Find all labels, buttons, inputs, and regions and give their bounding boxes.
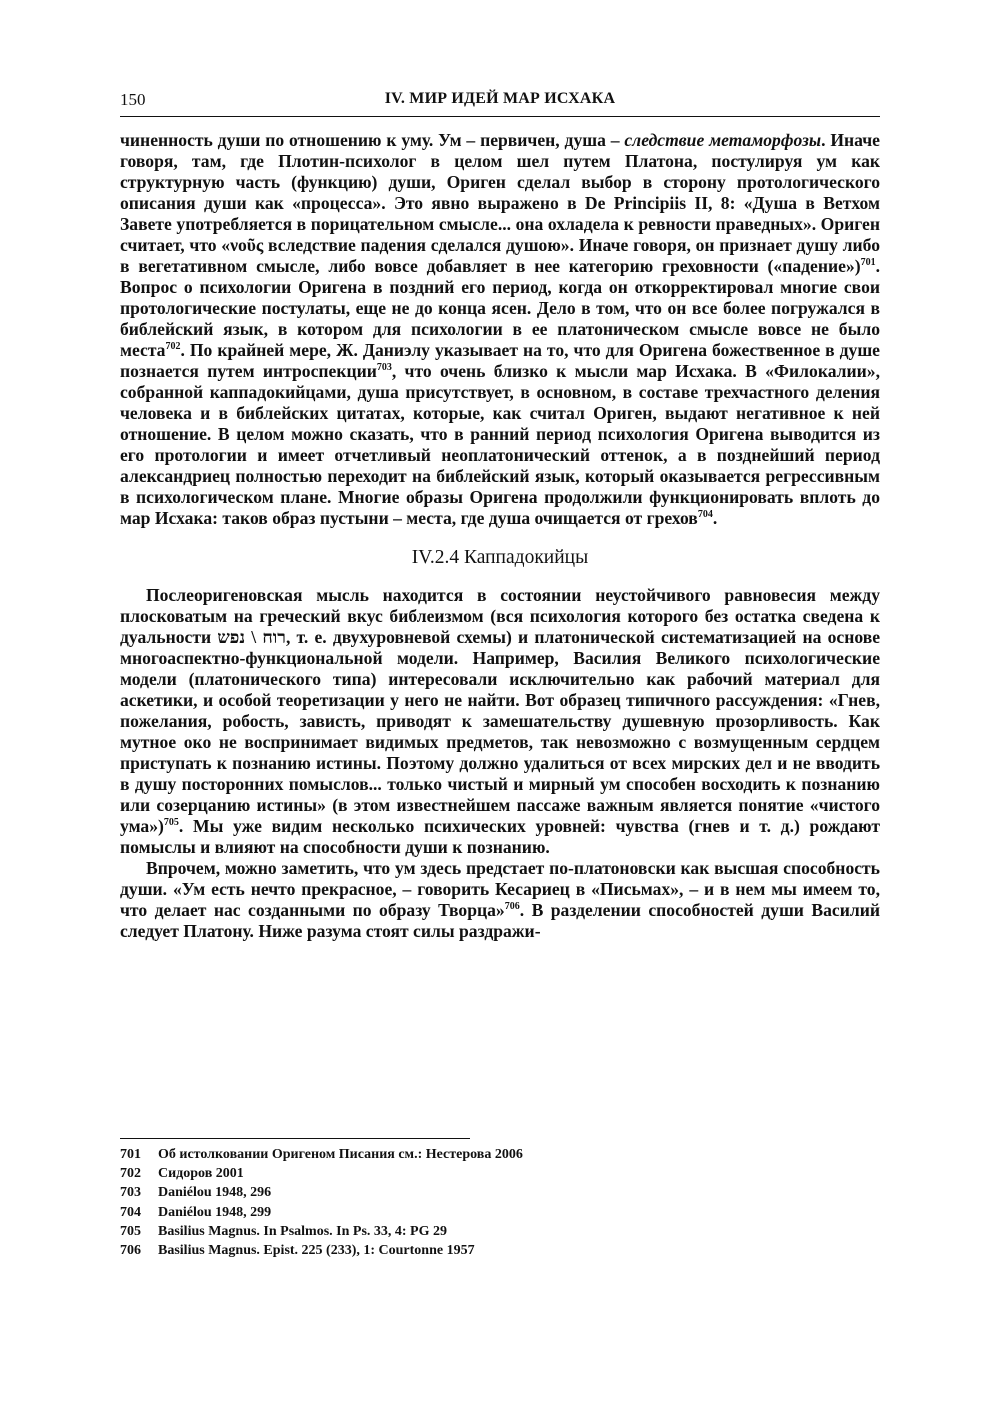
footnote-number: 703: [120, 1185, 141, 1201]
footnote-ref[interactable]: 706: [504, 901, 520, 913]
italic-phrase: следствие метаморфозы: [624, 130, 822, 150]
footnote-ref[interactable]: 705: [163, 817, 179, 829]
main-text: [120, 130, 880, 942]
footnote-ref[interactable]: 704: [697, 509, 713, 521]
footnotes: [120, 1145, 880, 1260]
footnote-item: [120, 1203, 880, 1222]
footnote-item: [120, 1241, 880, 1260]
footnote-item: [120, 1164, 880, 1183]
footnote-text: Basilius Magnus. In Psalmos. In Ps. 33, 4: PG 29: [158, 1223, 447, 1239]
page-number: 150: [120, 90, 146, 109]
footnote-number: 705: [120, 1223, 141, 1239]
footnote-number: 706: [120, 1243, 141, 1259]
paragraph-mind: Впрочем, можно заметить, что ум здесь предстает по-платоновски как высшая способность души. «Ум есть нечто прекрасное, – говорить Кесариец в «Письмах», – и в нем мы имеем то, что делает нас созданными по образу Творца»$^{706}$. В разделении способностей души Василий следует Платону. Ниже разума стоят силы раздражи-: [120, 858, 880, 941]
footnote-text: Basilius Magnus. Epist. 225 (233), 1: Courtonne 1957: [158, 1243, 475, 1259]
footnote-ref[interactable]: 702: [165, 341, 181, 353]
page-header: [120, 88, 880, 117]
footnote-text: Сидоров 2001: [158, 1166, 244, 1182]
paragraph-origen: чиненность души по отношению к уму. Ум – первичен, душа – следствие метаморфозы. Иначе говоря, там, где Плотин-психолог в целом шел путем Платона, постулируя ум как структурную часть (функцию) души, Ориген сделал выбор в сторону протологического описания души как «процесса». Это явно выражено в De Principiis II, 8: «Душа в Ветхом Завете употребляется в порицательном смысле... она охладела к ревности праведных». Ориген считает, что «νοῦς вследствие падения сделался душою». Иначе говоря, он признает душу либо в вегетативном смысле, либо вовсе добавляет в нее категорию греховности («падение»)$^{701}$. Вопрос о психологии Оригена в поздний его период, когда он откорректировал многие свои протологические постулаты, еще не до конца ясен. Дело в том, что он все более погружался в библейский язык, в котором для психологии в ее платоническом смысле вовсе не было места$^{702}$. По крайней мере, Ж. Даниэлу указывает на то, что для Оригена божественное в душе познается путем интроспекции$^{703}$, что очень близко к мысли мар Исхака. В «Филокалии», собранной каппадокийцами, душа присутствует, в основном, в составе трехчастного деления человека и в библейских цитатах, которые, как считал Ориген, выдают негативное к ней отношение. В целом можно сказать, что в ранний период психология Оригена выводится из его протологии и имеет отчетливый неоплатонический оттенок, а в позднейший период александриец полностью переходит на библейский язык, который оказывается регрессивным в психологическом плане. Многие образы Оригена продолжили функционировать вплоть до мар Исхака: таков образ пустыни – места, где душа очищается от грехов$^{704}$.: [120, 130, 880, 528]
footnote-text: Об истолковании Оригеном Писания см.: Нестерова 2006: [158, 1147, 523, 1162]
footnote-item: [120, 1145, 880, 1164]
footnote-text: Daniélou 1948, 296: [158, 1185, 272, 1201]
footnote-ref[interactable]: 703: [376, 362, 392, 374]
footnote-text: Daniélou 1948, 299: [158, 1204, 272, 1220]
footnote-number: 701: [120, 1147, 141, 1162]
footnote-item: [120, 1183, 880, 1202]
footnote-item: [120, 1222, 880, 1241]
footnote-number: 702: [120, 1166, 141, 1182]
footnote-divider: [120, 1138, 470, 1139]
footnote-number: 704: [120, 1204, 141, 1220]
running-title: IV. МИР ИДЕЙ МАР ИСХАКА: [384, 90, 616, 107]
paragraph-post-origen: Послеоригеновская мысль находится в состоянии неустойчивого равновесия между плосковатым на греческий вкус библеизмом (вся психология которого без остатка сведена к дуальности רוח \ נפש, т. е. двухуровневой схемы) и платонической систематизацией на основе многоаспектно-функциональной модели. Например, Василия Великого психологические модели (платонического типа) интересовали исключительно как рабочий материал для аскетики, и особой теоретизации у него не найти. Вот образец типичного рассуждения: «Гнев, пожелания, робость, зависть, приводят к замешательству душевную прозорливость. Как мутное око не воспринимает видимых предметов, так невозможно с возмущенным сердцем приступать к познанию истины. Поэтому должно удалиться от всех мирских дел и не вводить в душу посторонних помыслов... только чистый и мирный ум способен восходить к познанию или созерцанию истины» (в этом известнейшем пассаже важным является понятие «чистого ума»)$^{705}$. Мы уже видим несколько психических уровней: чувства (гнев и т. д.) рождают помыслы и влияют на способности души к познанию.: [120, 585, 881, 857]
section-heading: IV.2.4 Каппадокийцы: [411, 547, 589, 568]
footnote-ref[interactable]: 701: [860, 257, 876, 269]
